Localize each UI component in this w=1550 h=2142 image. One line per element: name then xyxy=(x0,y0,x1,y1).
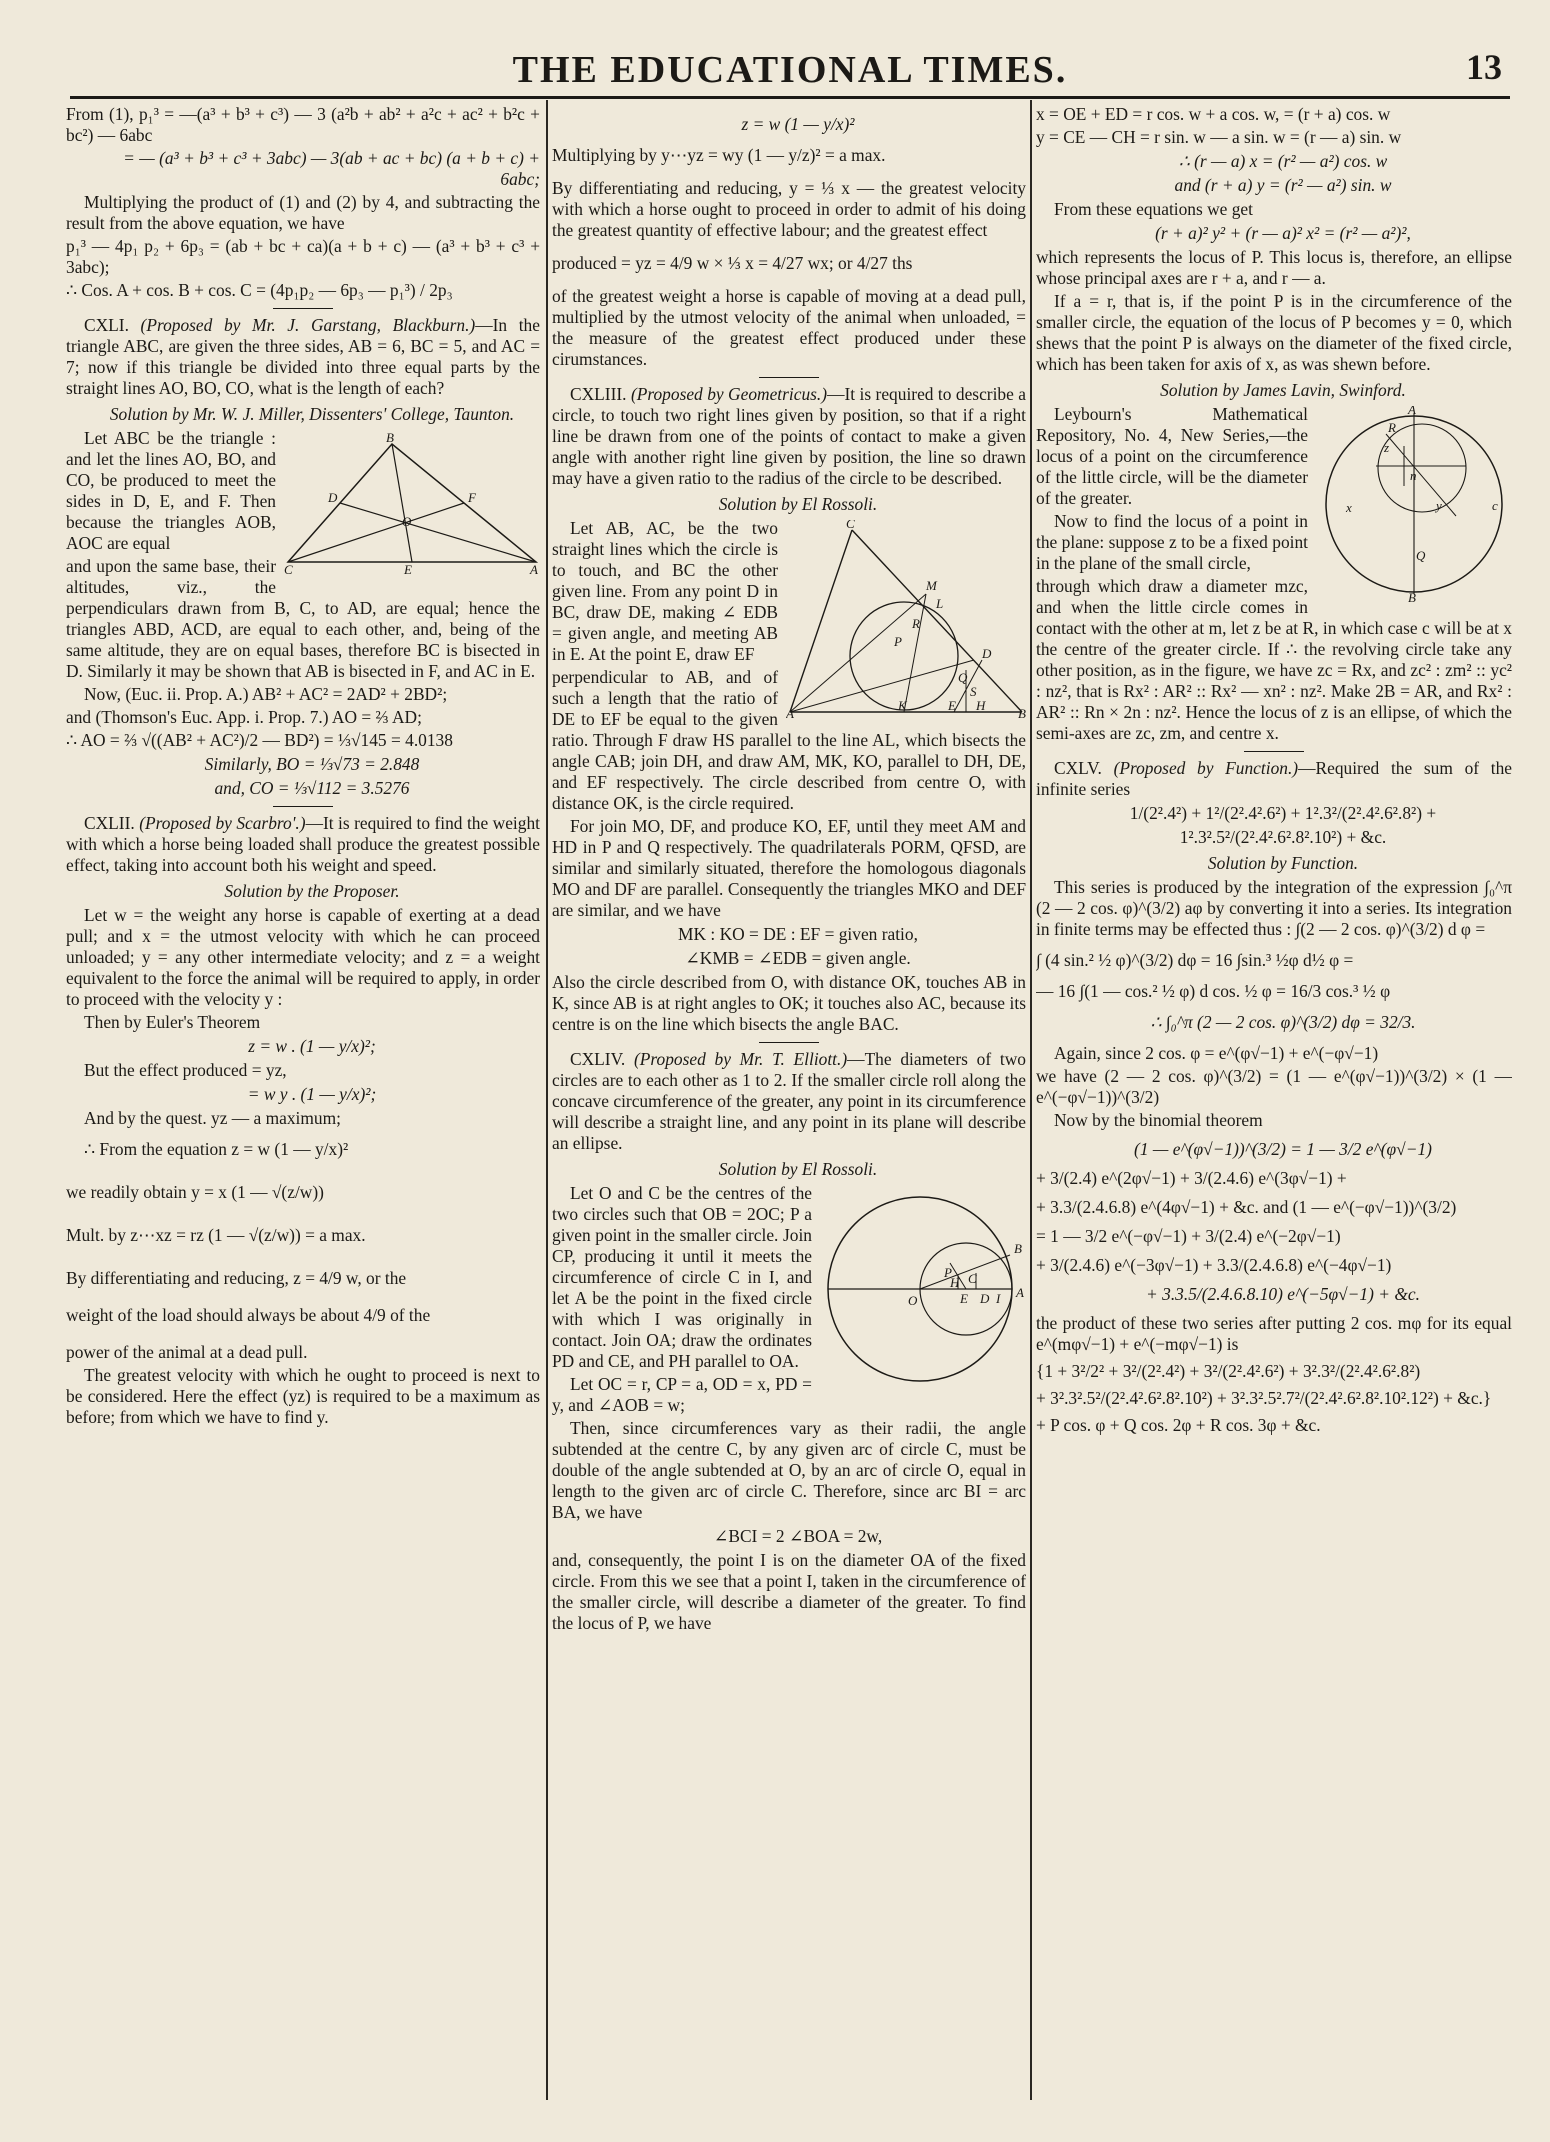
paragraph: Let ABC be the triangle : and let the lines AO, BO, and CO, be produced to meet the sides in D, E, and F. Then because the triangles AOB, AOC are equal xyxy=(66,428,276,553)
paragraph: Let w = the weight any horse is capable of exerting at a dead pull; and x = the utmost velocity with which he can proceed unloaded; y = any other intermediate velocity; and z = a weight equivalent to the force the animal will be required to apply, in order to proceed with the velocity y : xyxy=(66,905,540,1009)
eq-line: Again, since 2 cos. φ = e^(φ√−1) + e^(−φ√−1) xyxy=(1054,1043,1379,1063)
eq-line: + 3.3/(2.4.6.8) e^(4φ√−1) + &c. and (1 — e^(−φ√−1))^(3/2) xyxy=(1036,1197,1457,1217)
eq-line: {1 + 3²/2² + 3²/(2².4²) + 3²/(2².4².6²) + 3².3²/(2².4².6².8²) xyxy=(1036,1361,1421,1381)
eq-line: + 3.3.5/(2.4.6.8.10) e^(−5φ√−1) + &c. xyxy=(1146,1284,1420,1304)
question-number: CXLIV. xyxy=(570,1049,626,1069)
section-rule xyxy=(273,806,333,807)
eq-line: Similarly, BO = ⅓√73 = 2.848 xyxy=(204,754,420,774)
paragraph: and upon the same base, their altitudes, viz., the perpendiculars drawn from B, C, to AD, are equal; hence the triangles ABD, ACD, are equal to each other, and, being of the same altitude, they are on equal bases, therefore BC is bisected in D. Similarly it may be shown that AB is bisected in F, and AC in E. xyxy=(66,556,540,681)
paragraph: From these equations we get xyxy=(1054,199,1253,219)
paragraph: But the effect produced = yz, xyxy=(84,1060,287,1080)
tangent-circle-diagram xyxy=(786,520,1026,725)
svg-text:H: H xyxy=(976,698,986,713)
svg-text:E: E xyxy=(960,1291,968,1306)
proposer: (Proposed by Function.) xyxy=(1113,758,1299,778)
solution-heading: Solution by El Rossoli. xyxy=(718,494,878,514)
eq-line: x = OE + ED = r cos. w + a cos. w, = (r + a) cos. w xyxy=(1036,104,1391,124)
svg-text:B: B xyxy=(386,430,394,445)
eq-line: and (Thomson's Euc. App. i. Prop. 7.) AO = ⅔ AD; xyxy=(66,707,422,727)
eq-line: we have (2 — 2 cos. φ)^(3/2) = (1 — e^(φ√−1))^(3/2) × (1 — e^(−φ√−1))^(3/2) xyxy=(1036,1066,1512,1107)
paragraph: Then by Euler's Theorem xyxy=(84,1012,261,1032)
eq-line: + 3².3².5²/(2².4².6².8².10²) + 3².3².5².7²/(2².4².6².8².10².12²) + &c.} xyxy=(1036,1388,1492,1408)
paragraph: For join MO, DF, and produce KO, EF, until they meet AM and HD in P and Q respectively. The quadrilaterals PORM, QFSD, are similar and similarly situated, therefore the homologous diagonals MO and DF are parallel. Consequently the triangles MKO and DEF are similar, and we have xyxy=(552,816,1026,920)
column-divider xyxy=(546,100,548,2100)
eq-line: ∴ From the equation z = w (1 — y/x)² xyxy=(84,1139,349,1159)
eq-line: 1/(2².4²) + 1²/(2².4².6²) + 1².3²/(2².4².6².8²) + xyxy=(1129,803,1437,823)
paragraph: Let AB, AC, be the two straight lines which the circle is to touch, and BC the other given line. From any point D in BC, draw DE, making ∠ EDB = given angle, and meeting AB in E. At the point E, draw EF xyxy=(552,518,778,664)
svg-text:c: c xyxy=(1492,498,1498,513)
solution-heading: Solution by James Lavin, Swinford. xyxy=(1160,380,1406,400)
svg-text:C: C xyxy=(284,562,293,575)
masthead-rule xyxy=(70,96,1510,99)
paragraph: through which draw a diameter mzc, and when the little circle comes in contact with the other at m, let z be at R, in which case c will be at x the centre of the greater circle. If ∴ the revolving circle take any other position, as in the figure, we have zc = Rx, and zc² : zm² :: yc² : nz², that is Rx² : AR² :: Rx² — xn² : nz². Make 2B = AR, and Rx² : AR² :: Rn × 2n : nz². Hence the locus of z is an ellipse, of which the semi-axes are zc, zm, and centre x. xyxy=(1036,576,1512,743)
svg-text:D: D xyxy=(980,1291,990,1306)
eq-line: weight of the load should always be about 4/9 of the xyxy=(66,1305,431,1325)
svg-text:R: R xyxy=(1388,420,1396,435)
page-number: 13 xyxy=(1466,47,1502,87)
svg-text:K: K xyxy=(898,698,907,713)
masthead xyxy=(70,44,1510,94)
eq-line: (1 — e^(φ√−1))^(3/2) = 1 — 3/2 e^(φ√−1) xyxy=(1134,1139,1432,1159)
eq-line: + P cos. φ + Q cos. 2φ + R cos. 3φ + &c. xyxy=(1036,1415,1321,1435)
solution-heading: Solution by El Rossoli. xyxy=(718,1159,878,1179)
eq-line: we readily obtain y = x (1 — √(z/w)) xyxy=(66,1182,324,1202)
triangle-diagram xyxy=(284,430,540,580)
paragraph: Let OC = r, CP = a, OD = x, PD = y, and ∠AOB = w; xyxy=(552,1374,812,1415)
paragraph: Let O and C be the centres of the two circles such that OB = 2OC; P a given point in the smaller circle. Join CP, producing it until it meets the circumference of circle C in I, and let A be the point in the fixed circle with which I was originally in contact. Join OA; draw the ordinates PD and CE, and PH parallel to OA. xyxy=(552,1183,812,1371)
question-number: CXLI. xyxy=(84,315,129,335)
proposer: (Proposed by Mr. J. Garstang, Blackburn.) xyxy=(140,315,476,335)
eq-line: + 3/(2.4) e^(2φ√−1) + 3/(2.4.6) e^(3φ√−1) + xyxy=(1036,1168,1347,1188)
svg-text:B: B xyxy=(1014,1241,1022,1256)
paragraph: Multiplying the product of (1) and (2) by 4, and subtracting the result from the above equation, we have xyxy=(66,192,540,233)
svg-text:O: O xyxy=(908,1293,918,1308)
question-142 xyxy=(66,813,540,876)
column-1 xyxy=(66,104,540,2096)
question-text: —It is required to describe a circle, to touch two right lines given by position, so that if a right line be drawn from one of the points of contact to make a given angle with another right line given by position, the line so drawn may have a given ratio to the radius of the circle to be described. xyxy=(552,384,1026,488)
svg-text:P: P xyxy=(894,634,902,649)
svg-text:B: B xyxy=(1018,706,1026,720)
paragraph: perpendicular to AB, and of such a length that the ratio of DE to EF be equal to the given ratio. Through F draw HS parallel to the line AL, which bisects the angle CAB; join DH, and draw AM, MK, KO, parallel to DH, DE, and EF respectively. The circle described from centre O, with distance OK, is the circle required. xyxy=(552,667,1026,813)
svg-text:C: C xyxy=(846,520,855,531)
paragraph: If a = r, that is, if the point P is in the circumference of the smaller circle, the equation of the locus of P becomes y = 0, which shews that the point P is always on the diameter of the fixed circle, which has been taken for axis of x, as was shewn before. xyxy=(1036,291,1512,374)
question-number: CXLIII. xyxy=(570,384,627,404)
column-3 xyxy=(1036,104,1512,2096)
section-rule xyxy=(1244,751,1304,752)
question-144 xyxy=(552,1049,1026,1154)
svg-text:Q: Q xyxy=(1416,548,1426,563)
ellipse-locus-diagram xyxy=(1316,406,1512,607)
eq-line: = — (a³ + b³ + c³ + 3abc) — 3(ab + ac + bc) (a + b + c) + 6abc; xyxy=(123,148,540,189)
eq-line: — 16 ∫(1 — cos.² ½ φ) d cos. ½ φ = 16/3 cos.³ ½ φ xyxy=(1036,981,1391,1001)
svg-text:A: A xyxy=(786,706,794,720)
paragraph: Now by the binomial theorem xyxy=(1054,1110,1263,1130)
eq-line: produced = yz = 4/9 w × ⅓ x = 4/27 wx; or 4/27 ths xyxy=(552,253,913,273)
section-rule xyxy=(759,1042,819,1043)
svg-text:C: C xyxy=(968,1271,977,1286)
question-text: —The diameters of two circles are to each other as 1 to 2. If the smaller circle roll along the concave circumference of the greater, any point in its circumference will describe a straight line, and any point in its plane will describe an ellipse. xyxy=(552,1049,1026,1153)
question-number: CXLII. xyxy=(84,813,135,833)
svg-text:z: z xyxy=(1384,440,1390,455)
paragraph: the product of these two series after putting 2 cos. mφ for its equal e^(mφ√−1) + e^(−mφ√−1) is xyxy=(1036,1313,1512,1354)
solution-heading: Solution by Function. xyxy=(1207,853,1359,873)
svg-text:L: L xyxy=(936,596,944,611)
eq-line: = 1 — 3/2 e^(−φ√−1) + 3/(2.4) e^(−2φ√−1) xyxy=(1036,1226,1341,1246)
svg-text:F: F xyxy=(468,490,476,505)
eq-line: and (r + a) y = (r² — a²) sin. w xyxy=(1174,175,1392,195)
paragraph: The greatest velocity with which he ought to proceed is next to be considered. Here the effect (yz) is required to be a maximum as before; from which we have to find y. xyxy=(66,1365,540,1427)
svg-text:E: E xyxy=(404,562,412,575)
paragraph: of the greatest weight a horse is capable of moving at a dead pull, multiplied by the utmost velocity of the animal when unloaded, = the measure of the greatest effect produced under these cirumstances. xyxy=(552,286,1026,369)
eq-line: From (1), p₁³ = —(a³ + b³ + c³) — 3 (a²b + ab² + a²c + ac² + b²c + bc²) — 6abc xyxy=(66,104,540,145)
svg-text:D: D xyxy=(328,490,338,505)
column-divider xyxy=(1030,100,1032,2100)
section-rule xyxy=(759,377,819,378)
eq-line: (r + a)² y² + (r — a)² x² = (r² — a²)², xyxy=(1155,223,1411,243)
eq-line: 1².3².5²/(2².4².6².8².10²) + &c. xyxy=(1179,827,1387,847)
eq-line: ∴ Cos. A + cos. B + cos. C = (4p₁p₂ — 6p₃ — p₁³) / 2p₃ xyxy=(66,280,453,300)
question-text: —Required the sum of the infinite series xyxy=(1036,758,1512,799)
paragraph: This series is produced by the integration of the expression ∫₀^π (2 — 2 cos. φ)^(3/2) aφ by converting it into a series. Its integration in finite terms may be effected thus : ∫(2 — 2 cos. φ)^(3/2) d φ = xyxy=(1036,877,1512,939)
svg-text:A: A xyxy=(1408,406,1416,417)
svg-text:x: x xyxy=(1346,500,1352,515)
svg-text:B: B xyxy=(1408,590,1416,602)
question-145 xyxy=(1036,758,1512,800)
svg-text:A: A xyxy=(530,562,538,575)
paragraph: And by the quest. yz — a maximum; xyxy=(84,1108,341,1128)
paragraph: Then, since circumferences vary as their radii, the angle subtended at the centre C, by any given arc of circle C, must be double of the angle subtended at O, by an arc of circle O, equal in length to the given arc of circle C. Therefore, since arc BI = arc BA, we have xyxy=(552,1418,1026,1522)
svg-text:S: S xyxy=(970,684,977,699)
question-141 xyxy=(66,315,540,399)
svg-text:R: R xyxy=(912,616,920,631)
eq-line: ∠BCI = 2 ∠BOA = 2w, xyxy=(713,1526,883,1546)
question-text: —It is required to find the weight with which a horse being loaded shall produce the greatest possible effect, taking into account both his weight and speed. xyxy=(66,813,540,875)
solution-heading: Solution by the Proposer. xyxy=(224,881,400,901)
eq-line: MK : KO = DE : EF = given ratio, xyxy=(678,924,918,944)
eq-line: z = w . (1 — y/x)²; xyxy=(248,1036,376,1056)
eq-line: ∴ (r — a) x = (r² — a²) cos. w xyxy=(1178,151,1388,171)
solution-heading: Solution by Mr. W. J. Miller, Dissenters' College, Taunton. xyxy=(109,404,515,424)
proposer: (Proposed by Scarbro'.) xyxy=(139,813,306,833)
svg-text:D: D xyxy=(982,646,992,661)
svg-text:A: A xyxy=(1016,1285,1024,1300)
question-143 xyxy=(552,384,1026,489)
paragraph: which represents the locus of P. This locus is, therefore, an ellipse whose principal axes are r + a, and r — a. xyxy=(1036,247,1512,288)
paragraph: Leybourn's Mathematical Repository, No. 4, New Series,—the locus of a point on the circumference of the little circle, will be the diameter of the greater. xyxy=(1036,404,1308,508)
masthead-title: THE EDUCATIONAL TIMES. xyxy=(512,49,1068,91)
eq-line: = w y . (1 — y/x)²; xyxy=(247,1084,377,1104)
paragraph: Also the circle described from O, with distance OK, touches AB in K, since AB is at right angles to OK; it touches also AC, because its centre is on the line which bisects the angle BAC. xyxy=(552,972,1026,1034)
eq-line: Mult. by z⋯xz = rz (1 — √(z/w)) = a max. xyxy=(66,1225,366,1245)
eq-line: ∠KMB = ∠EDB = given angle. xyxy=(685,948,911,968)
eq-line: ∫ (4 sin.² ½ φ)^(3/2) dφ = 16 ∫sin.³ ½φ d½ φ = xyxy=(1036,950,1354,970)
eq-line: ∴ AO = ⅔ √((AB² + AC²)/2 — BD²) = ⅓√145 = 4.0138 xyxy=(66,730,453,750)
section-rule xyxy=(273,308,333,309)
svg-text:y: y xyxy=(1436,498,1442,513)
eq-line: Now, (Euc. ii. Prop. A.) AB² + AC² = 2AD² + 2BD²; xyxy=(84,684,448,704)
svg-text:I: I xyxy=(996,1291,1001,1306)
paragraph: By differentiating and reducing, y = ⅓ x — the greatest velocity with which a horse ought to proceed in order to admit of his doing the greatest quantity of effective labour; and the greatest effect xyxy=(552,178,1026,240)
eq-line: By differentiating and reducing, z = 4/9 w, or the xyxy=(66,1268,407,1288)
eq-line: and, CO = ⅓√112 = 3.5276 xyxy=(214,778,410,798)
paragraph: power of the animal at a dead pull. xyxy=(66,1342,308,1362)
svg-text:O: O xyxy=(402,514,412,529)
svg-text:Q: Q xyxy=(958,670,968,685)
question-number: CXLV. xyxy=(1054,758,1102,778)
svg-text:P: P xyxy=(944,1265,952,1280)
eq-line: y = CE — CH = r sin. w — a sin. w = (r — a) sin. w xyxy=(1036,127,1402,147)
paragraph: Now to find the locus of a point in the plane: suppose z to be a fixed point in the plane of the small circle, xyxy=(1036,511,1308,573)
eq-line: p₁³ — 4p₁ p₂ + 6p₃ = (ab + bc + ca)(a + b + c) — (a³ + b³ + c³ + 3abc); xyxy=(66,236,540,277)
paragraph: and, consequently, the point I is on the diameter OA of the fixed circle. From this we see that a point I, taken in the circumference of the smaller circle, will describe a diameter of the greater. To find the locus of P, we have xyxy=(552,1550,1026,1633)
svg-text:E: E xyxy=(948,698,956,713)
eq-line: + 3/(2.4.6) e^(−3φ√−1) + 3.3/(2.4.6.8) e^(−4φ√−1) xyxy=(1036,1255,1392,1275)
eq-line: z = w (1 — y/x)² xyxy=(741,114,855,134)
svg-text:n: n xyxy=(1410,468,1417,483)
svg-text:M: M xyxy=(926,578,937,593)
eq-line: Multiplying by y⋯yz = wy (1 — y/z)² = a max. xyxy=(552,145,886,165)
proposer: (Proposed by Geometricus.) xyxy=(630,384,828,404)
eq-line: ∴ ∫₀^π (2 — 2 cos. φ)^(3/2) dφ = 32/3. xyxy=(1150,1012,1416,1032)
rolling-circle-diagram xyxy=(820,1185,1026,1390)
column-2 xyxy=(552,104,1026,2096)
svg-text:H: H xyxy=(950,1275,960,1290)
question-text: —In the triangle ABC, are given the three sides, AB = 6, BC = 5, and AC = 7; now if this triangle be divided into three equal parts by the straight lines AO, BO, CO, what is the length of each? xyxy=(66,315,540,398)
proposer: (Proposed by Mr. T. Elliott.) xyxy=(633,1049,848,1069)
